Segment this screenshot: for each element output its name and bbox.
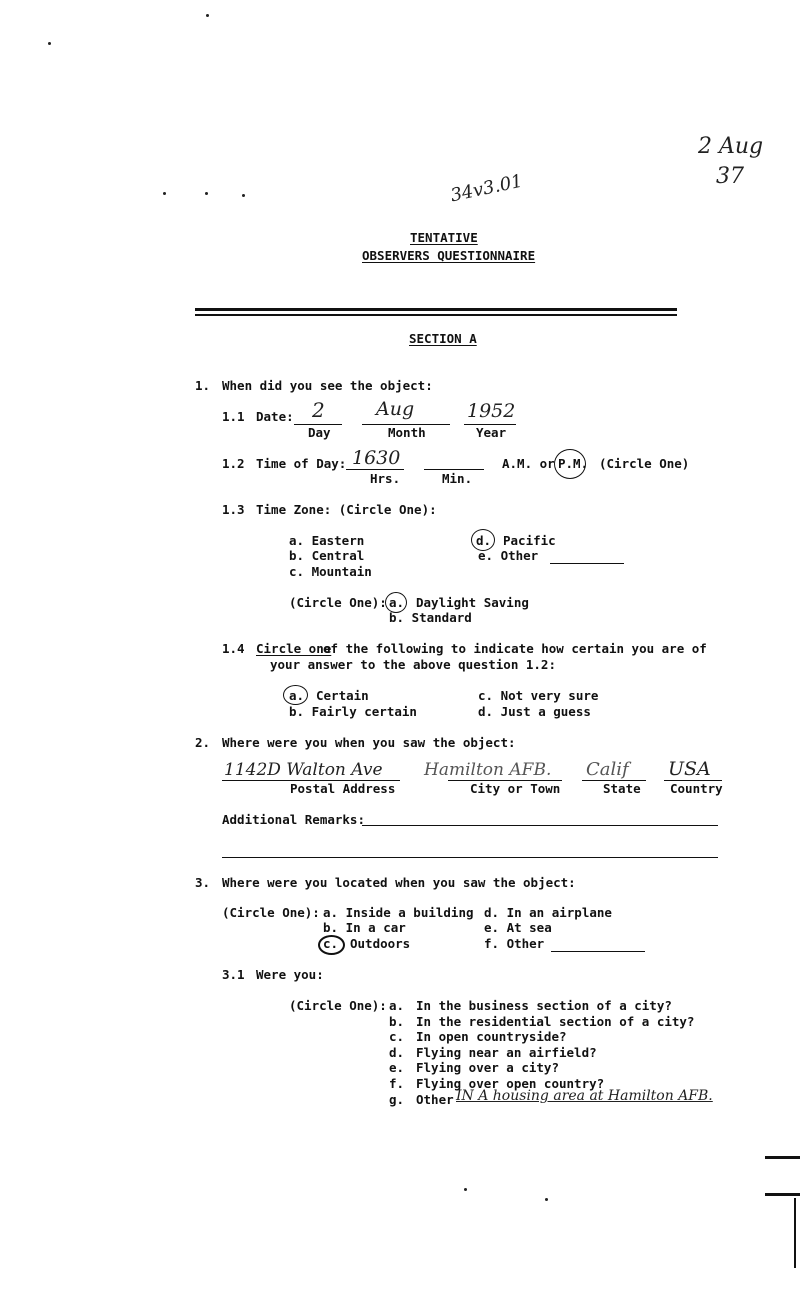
header-rule bbox=[195, 308, 677, 311]
list-item-letter: d. bbox=[389, 1045, 405, 1060]
header-rule bbox=[195, 314, 677, 316]
list-item: Other bbox=[416, 1092, 454, 1107]
form-subtitle: OBSERVERS QUESTIONNAIRE bbox=[362, 248, 536, 263]
scan-edge-mark bbox=[794, 1198, 796, 1268]
certainty-text: of the following to indicate how certain you are of bbox=[323, 641, 707, 656]
scan-speck bbox=[205, 192, 208, 195]
date-month-value: Aug bbox=[376, 398, 415, 420]
q1-number: 1. bbox=[195, 378, 211, 393]
certainty-text-line2: your answer to the above question 1.2: bbox=[270, 657, 556, 672]
scan-speck bbox=[545, 1198, 548, 1201]
date-day-value: 2 bbox=[312, 398, 325, 422]
outdoors-letter: c. bbox=[323, 936, 339, 951]
scan-speck bbox=[242, 194, 245, 197]
form-title: TENTATIVE bbox=[410, 230, 478, 245]
list-item: In the residential section of a city? bbox=[416, 1014, 695, 1029]
list-item-letter: g. bbox=[389, 1092, 405, 1107]
time-hours-line bbox=[346, 469, 404, 470]
zone-eastern: a. Eastern bbox=[289, 533, 365, 548]
dst-daylight: Daylight Saving bbox=[416, 595, 529, 610]
q1-text: When did you see the object: bbox=[222, 378, 433, 393]
q2-text: Where were you when you saw the object: bbox=[222, 735, 516, 750]
list-item: Flying over a city? bbox=[416, 1060, 559, 1075]
list-item: Flying near an airfield? bbox=[416, 1045, 597, 1060]
city-value: Hamilton AFB. bbox=[424, 760, 552, 780]
country-caption: Country bbox=[670, 781, 723, 796]
list-item-letter: a. bbox=[389, 998, 405, 1013]
just-a-guess-option: d. Just a guess bbox=[478, 704, 591, 719]
time-hours-value: 1630 bbox=[352, 447, 401, 469]
q3-1-text: Were you: bbox=[256, 967, 324, 982]
q1-4-number: 1.4 bbox=[222, 641, 245, 656]
zone-pacific-letter: d. bbox=[476, 533, 492, 548]
scan-edge-mark bbox=[765, 1156, 800, 1159]
q3-1-number: 3.1 bbox=[222, 967, 245, 982]
pm-circle-mark bbox=[554, 449, 589, 479]
remarks-label: Additional Remarks: bbox=[222, 812, 365, 827]
scan-edge-mark bbox=[765, 1193, 800, 1196]
at-sea-option: e. At sea bbox=[484, 920, 552, 935]
time-label: Time of Day: bbox=[256, 456, 347, 471]
time-minutes-line bbox=[424, 469, 484, 470]
state-value: Calif bbox=[586, 759, 629, 780]
country-value: USA bbox=[668, 758, 711, 780]
dst-a-letter: a. bbox=[389, 595, 405, 610]
remarks-line-2 bbox=[222, 857, 718, 858]
list-item: Flying over open country? bbox=[416, 1076, 605, 1091]
pm-option: P.M. bbox=[558, 456, 589, 471]
other-location-line bbox=[551, 951, 645, 952]
section-title: SECTION A bbox=[409, 331, 477, 346]
q3-1-circle-label: (Circle One): bbox=[289, 998, 387, 1013]
q1-3-number: 1.3 bbox=[222, 502, 245, 517]
other-situation-value: IN A housing area at Hamilton AFB. bbox=[456, 1088, 713, 1104]
fairly-certain-option: b. Fairly certain bbox=[289, 704, 417, 719]
outdoors-circle-mark bbox=[318, 935, 345, 955]
q3-circle-label: (Circle One): bbox=[222, 905, 320, 920]
file-number: 34v3.01 bbox=[448, 170, 525, 207]
day-caption: Day bbox=[308, 425, 331, 440]
list-item-letter: f. bbox=[389, 1076, 405, 1091]
zone-central: b. Central bbox=[289, 548, 365, 563]
zone-mountain: c. Mountain bbox=[289, 564, 372, 579]
scan-speck bbox=[163, 192, 166, 195]
certain-letter: a. bbox=[289, 688, 305, 703]
ampm-text: A.M. or bbox=[502, 456, 555, 471]
scan-speck bbox=[464, 1188, 467, 1191]
city-caption: City or Town bbox=[470, 781, 561, 796]
list-item-letter: b. bbox=[389, 1014, 405, 1029]
margin-note-date: 2 Aug bbox=[698, 134, 764, 159]
year-caption: Year bbox=[476, 425, 507, 440]
list-item: In the business section of a city? bbox=[416, 998, 672, 1013]
hrs-caption: Hrs. bbox=[370, 471, 401, 486]
in-car-option: b. In a car bbox=[323, 920, 406, 935]
dst-circle-label: (Circle One): bbox=[289, 595, 387, 610]
date-label: Date: bbox=[256, 409, 294, 424]
scan-speck bbox=[206, 14, 209, 17]
zone-other: e. Other bbox=[478, 548, 539, 563]
q1-2-number: 1.2 bbox=[222, 456, 245, 471]
scan-speck bbox=[48, 42, 51, 45]
q2-number: 2. bbox=[195, 735, 211, 750]
margin-note-number: 37 bbox=[716, 164, 744, 189]
time-zone-label: Time Zone: (Circle One): bbox=[256, 502, 437, 517]
postal-address-caption: Postal Address bbox=[290, 781, 396, 796]
month-caption: Month bbox=[388, 425, 426, 440]
q1-1-number: 1.1 bbox=[222, 409, 245, 424]
q3-number: 3. bbox=[195, 875, 211, 890]
circle-one-note: (Circle One) bbox=[599, 456, 690, 471]
not-very-sure-option: c. Not very sure bbox=[478, 688, 599, 703]
certain-option: Certain bbox=[316, 688, 369, 703]
q3-text: Where were you located when you saw the object: bbox=[222, 875, 576, 890]
dst-standard: b. Standard bbox=[389, 610, 472, 625]
airplane-option: d. In an airplane bbox=[484, 905, 612, 920]
list-item-letter: e. bbox=[389, 1060, 405, 1075]
certain-circle-mark bbox=[283, 685, 308, 705]
list-item: In open countryside? bbox=[416, 1029, 567, 1044]
other-location-option: f. Other bbox=[484, 936, 545, 951]
zone-pacific: Pacific bbox=[503, 533, 556, 548]
postal-address-value: 1142D Walton Ave bbox=[224, 760, 383, 780]
min-caption: Min. bbox=[442, 471, 473, 486]
certainty-lead: Circle one bbox=[256, 641, 332, 656]
list-item-letter: c. bbox=[389, 1029, 405, 1044]
outdoors-option: Outdoors bbox=[350, 936, 411, 951]
date-year-value: 1952 bbox=[467, 400, 516, 422]
zone-other-line bbox=[550, 563, 624, 564]
remarks-line-1 bbox=[362, 825, 718, 826]
state-caption: State bbox=[603, 781, 641, 796]
inside-building-option: a. Inside a building bbox=[323, 905, 474, 920]
